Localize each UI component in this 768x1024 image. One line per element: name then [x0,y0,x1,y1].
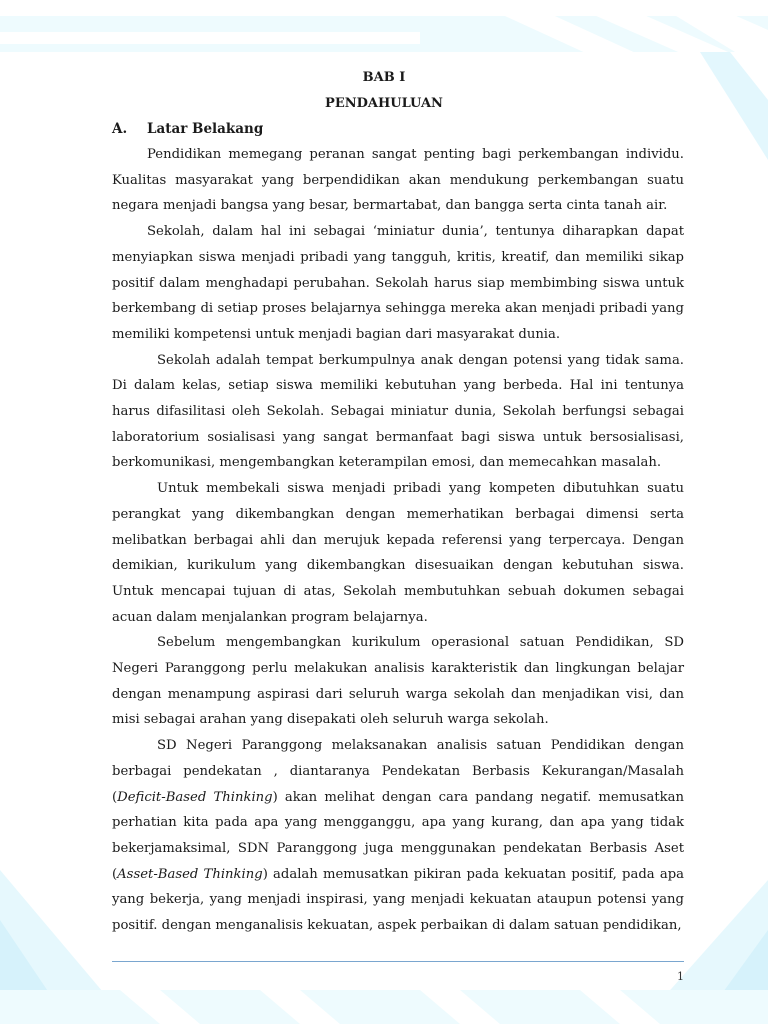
paragraph-2: Sekolah, dalam hal ini sebagai ‘miniatur dunia’, tentunya diharapkan dapat menyiapkan siswa menjadi pribadi yang tangguh, kritis, kreatif, dan memiliki sikap positif dalam menghadapi perubahan. Sekolah harus siap membimbing siswa untuk berkembang di setiap proses belajarnya sehingga mereka akan menjadi pribadi yang memiliki kompetensi untuk menjadi bagian dari masyarakat dunia. [112,224,684,342]
paragraph-6-part-e: ) adalah memusatkan pikiran pada kekuatan positif, pada apa yang bekerja, yang menjadi inspirasi, yang menjadi kekuatan ataupun potensi yang positif. dengan menganalisis kekuatan, aspek perbaikan di dalam satuan pendidikan, [112,866,684,934]
section-number: A. [112,121,128,137]
paragraph-4: Untuk membekali siswa menjadi pribadi yang kompeten dibutuhkan suatu perangkat yang dikembangkan dengan memerhatikan berbagai dimensi serta melibatkan berbagai ahli dan merujuk kepada referensi yang terpercaya. Dengan demikian, kurikulum yang dikembangkan disesuaikan dengan kebutuhan siswa. Untuk mencapai tujuan di atas, Sekolah membutuhkan sebuah dokumen sebagai acuan dalam menjalankan program belajarnya. [112,481,684,625]
footer-rule [112,961,684,962]
paragraph-5: Sebelum mengembangkan kurikulum operasional satuan Pendidikan, SD Negeri Paranggong perlu melakukan analisis karakteristik dan lingkungan belajar dengan menampung aspirasi dari seluruh warga sekolah dan menjadikan visi, dan misi sebagai arahan yang disepakati oleh seluruh warga sekolah. [112,635,684,728]
document-body [112,142,684,939]
page-number: 1 [677,970,684,983]
asset-based-term: Asset-Based Thinking [117,866,263,882]
paragraph-6 [112,733,684,939]
paragraph-3: Sekolah adalah tempat berkumpulnya anak dengan potensi yang tidak sama. Di dalam kelas, setiap siswa memiliki kebutuhan yang berbeda. Hal ini tentunya harus difasilitasi oleh Sekolah. Sebagai miniatur dunia, Sekolah berfungsi sebagai laboratorium sosialisasi yang sangat bermanfaat bagi siswa untuk bersosialisasi, berkomunikasi, mengembangkan keterampilan emosi, dan memecahkan masalah. [112,352,684,471]
section-title: Latar Belakang [147,121,264,137]
chapter-title: PENDAHULUAN [325,96,443,111]
section-heading [112,121,263,137]
paragraph-1: Pendidikan memegang peranan sangat penting bagi perkembangan individu. Kualitas masyarakat yang berpendidikan akan mendukung perkembangan suatu negara menjadi bangsa yang besar, bermartabat, dan bangga serta cinta tanah air. [112,147,684,214]
paragraph-6-part-c: ) akan melihat dengan cara pandang negatif. memusatkan perhatian kita pada apa yang mengganggu, apa yang kurang, dan apa yang tidak bekerjamaksimal, SDN Paranggong juga menggunakan pendekatan Berbasis Aset ( [112,789,684,882]
paragraph-6-part-a: SD Negeri Paranggong melaksanakan analisis satuan Pendidikan dengan berbagai pendekatan , diantaranya Pendekatan Berbasis Kekurangan/Masalah ( [112,738,684,805]
chapter-label: BAB I [362,70,406,85]
deficit-based-term: Deficit-Based Thinking [117,789,273,805]
